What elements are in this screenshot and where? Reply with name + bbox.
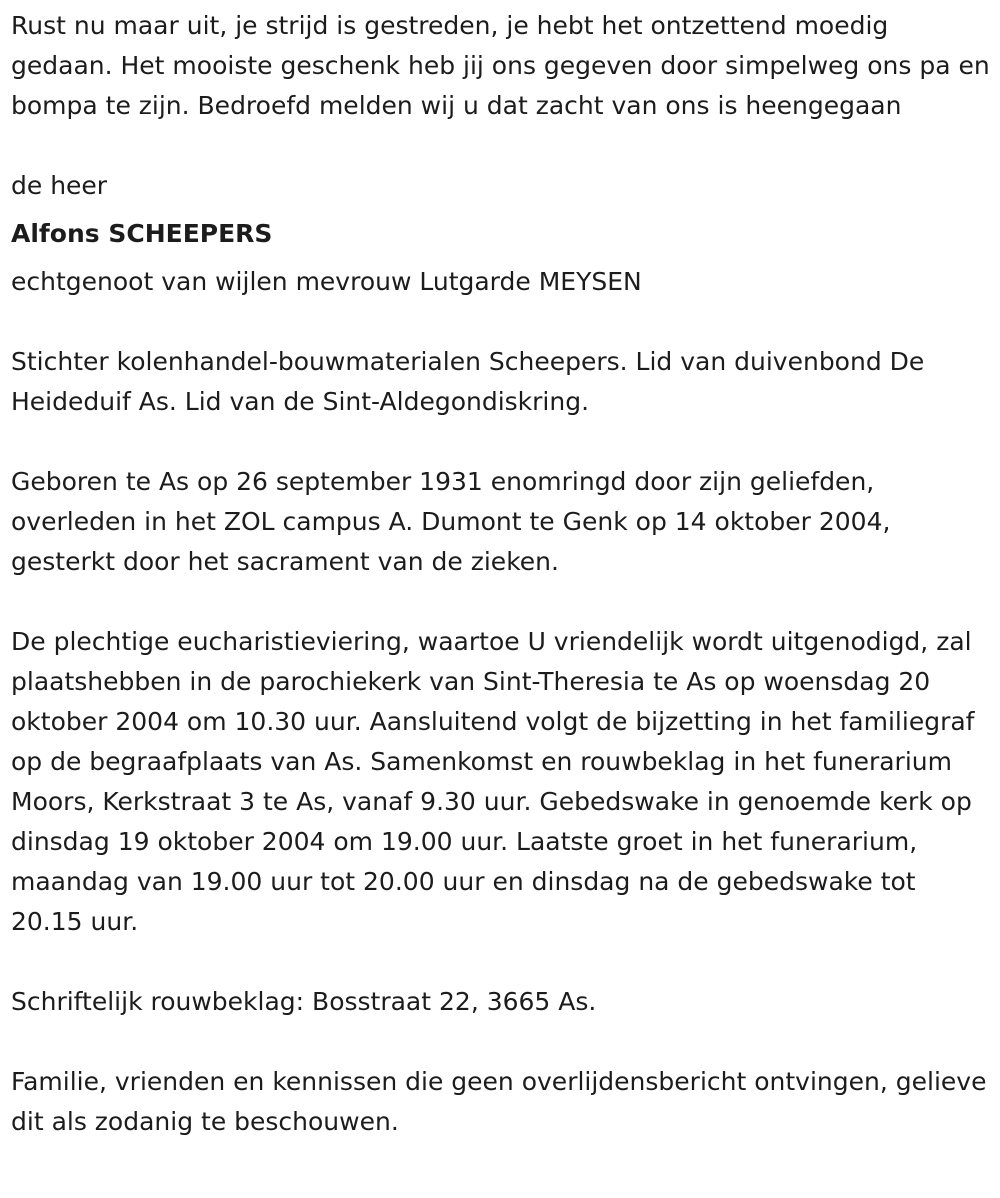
condolence-address: Schriftelijk rouwbeklag: Bosstraat 22, 3665 As. [11, 987, 597, 1016]
birth-death-paragraph: Geboren te As op 26 september 1931 enomringd door zijn geliefden, overleden in het ZOL campus A. Dumont te Genk op 14 oktober 2004, gesterkt door het sacrament van de zieken. [11, 467, 891, 576]
opening-text: Rust nu maar uit, je strijd is gestreden, je hebt het ontzettend moedig gedaan. Het mooiste geschenk heb jij ons gegeven door simpelweg ons pa en bompa te zijn. Bedroefd melden wij u dat zacht van ons is heengegaan [11, 11, 990, 120]
obituary-notice [11, 6, 993, 1142]
spacer [11, 126, 993, 166]
spacer [11, 582, 993, 622]
spacer [11, 942, 993, 982]
closing-paragraph: Familie, vrienden en kennissen die geen overlijdensbericht ontvingen, gelieve dit als zodanig te beschouwen. [11, 1067, 987, 1136]
salutation: de heer [11, 171, 108, 200]
spacer [11, 422, 993, 462]
deceased-name: Alfons SCHEEPERS [11, 219, 273, 248]
service-paragraph: De plechtige eucharistieviering, waartoe U vriendelijk wordt uitgenodigd, zal plaatshebben in de parochiekerk van Sint-Theresia te As op woensdag 20 oktober 2004 om 10.30 uur. Aansluitend volgt de bijzetting in het familiegraf op de begraafplaats van As. Samenkomst en rouwbeklag in het funerarium Moors, Kerkstraat 3 te As, vanaf 9.30 uur. Gebedswake in genoemde kerk op dinsdag 19 oktober 2004 om 19.00 uur. Laatste groet in het funerarium, maandag van 19.00 uur tot 20.00 uur en dinsdag na de gebedswake tot 20.15 uur. [11, 627, 975, 936]
spacer [11, 302, 993, 342]
biography: Stichter kolenhandel-bouwmaterialen Scheepers. Lid van duivenbond De Heideduif As. Lid van de Sint-Aldegondiskring. [11, 347, 925, 416]
spouse-line: echtgenoot van wijlen mevrouw Lutgarde MEYSEN [11, 267, 642, 296]
spacer [11, 1022, 993, 1062]
